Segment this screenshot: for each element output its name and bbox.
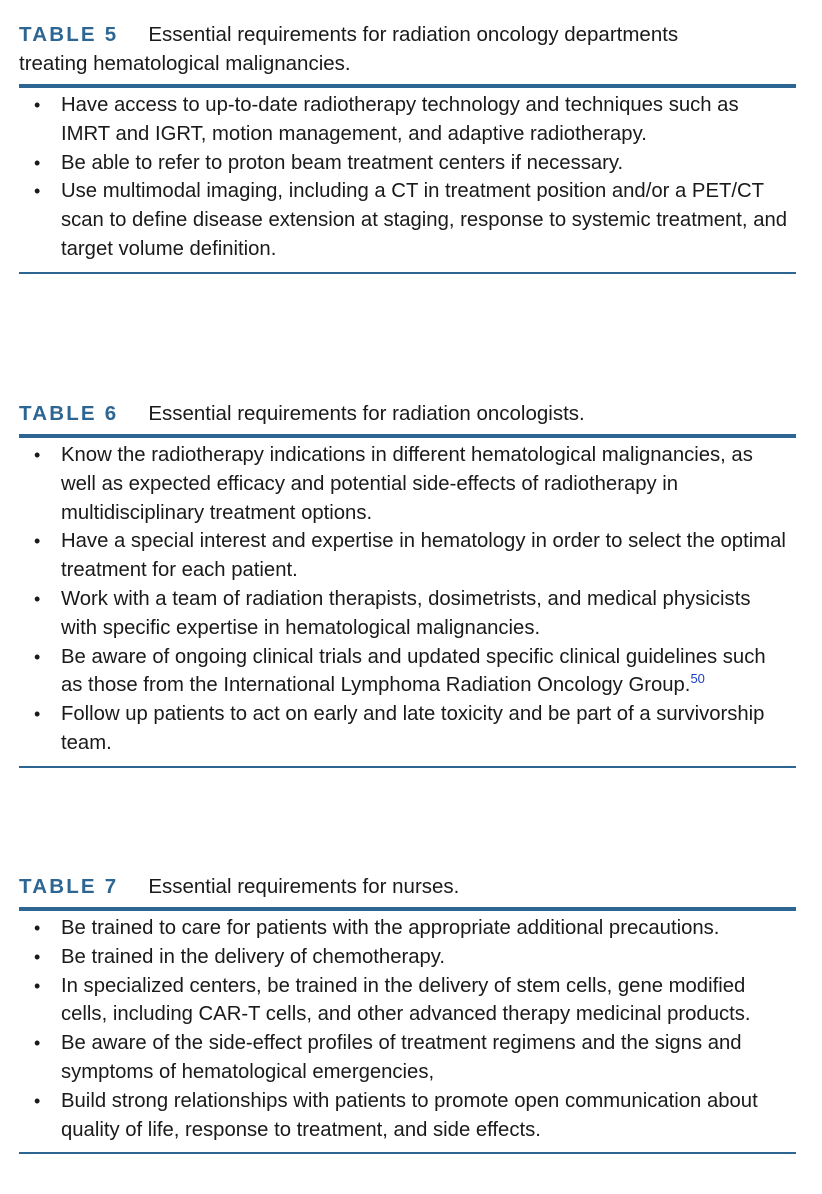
list-item [19,177,796,263]
list-item [19,972,796,1030]
bullet-icon: • [34,1033,41,1054]
table-5 [19,20,796,274]
list-item [19,914,796,943]
bullet-icon: • [34,588,41,609]
list-item [19,527,796,585]
table-label: TABLE 5 [19,23,119,46]
table-caption [19,399,796,428]
table-label: TABLE 7 [19,875,119,898]
list-item [19,149,796,178]
requirements-list [19,438,796,766]
bullet-icon: • [34,918,41,938]
bullet-icon: • [34,1090,41,1111]
table-caption [19,20,796,78]
table-6 [19,399,796,768]
list-item-text: Know the radiotherapy indications in different hematological malignancies, as well as expected efficacy and potential side-effects of radiotherapy in multidisciplinary treatment options. [61,444,753,524]
table-bottom-rule [19,1152,796,1154]
list-item [19,643,796,701]
list-item-text: Be trained in the delivery of chemotherapy. [61,945,446,968]
list-item-text: Be trained to care for patients with the appropriate additional precautions. [61,917,720,939]
list-item-text: Work with a team of radiation therapists, dosimetrists, and medical physicists with specific expertise in hematological malignancies. [61,587,751,639]
table-7 [19,872,796,1154]
list-item-text: Be able to refer to proton beam treatment centers if necessary. [61,151,624,174]
table-title-line1: Essential requirements for radiation oncologists. [148,402,585,425]
bullet-icon: • [34,152,41,173]
list-item-text: In specialized centers, be trained in the delivery of stem cells, gene modified cells, including CAR-T cells, and other advanced therapy medicinal products. [61,974,751,1026]
table-bottom-rule [19,272,796,274]
list-item-text: Build strong relationships with patients to promote open communication about quality of life, response to treatment, and side effects. [61,1089,758,1141]
list-item [19,1087,796,1145]
table-title-line1: Essential requirements for radiation oncology departments [148,23,679,46]
table-bottom-rule [19,766,796,768]
list-item [19,1029,796,1087]
list-item [19,585,796,643]
bullet-icon: • [34,975,41,996]
table-title-line2: treating hematological malignancies. [19,52,351,75]
list-item-text: Be aware of ongoing clinical trials and updated specific clinical guidelines such as those from the International Lymphoma Radiation Oncology Group. [61,645,766,697]
bullet-icon: • [34,531,41,552]
table-title-line1: Essential requirements for nurses. [148,875,460,898]
bullet-icon: • [34,445,41,465]
list-item-text: Have a special interest and expertise in hematology in order to select the optimal treatment for each patient. [61,530,786,582]
bullet-icon: • [34,646,41,667]
requirements-list [19,88,796,272]
list-item-text: Have access to up-to-date radiotherapy technology and techniques such as IMRT and IGRT, motion management, and adaptive radiotherapy. [61,94,739,145]
list-item [19,91,796,149]
list-item-text: Follow up patients to act on early and late toxicity and be part of a survivorship team. [61,703,765,754]
table-label: TABLE 6 [19,402,119,425]
bullet-icon: • [34,946,41,967]
reference-link[interactable]: 50 [690,671,705,687]
list-item-text: Use multimodal imaging, including a CT in treatment position and/or a PET/CT scan to define disease extension at staging, response to systemic treatment, and target volume definition. [61,180,788,260]
bullet-icon: • [34,704,41,725]
bullet-icon: • [34,181,41,202]
list-item [19,943,796,972]
list-item-text: Be aware of the side-effect profiles of treatment regimens and the signs and symptoms of hematological emergencies, [61,1032,742,1083]
requirements-list [19,911,796,1152]
bullet-icon: • [34,95,41,115]
list-item [19,700,796,758]
list-item [19,441,796,527]
table-caption [19,872,796,901]
